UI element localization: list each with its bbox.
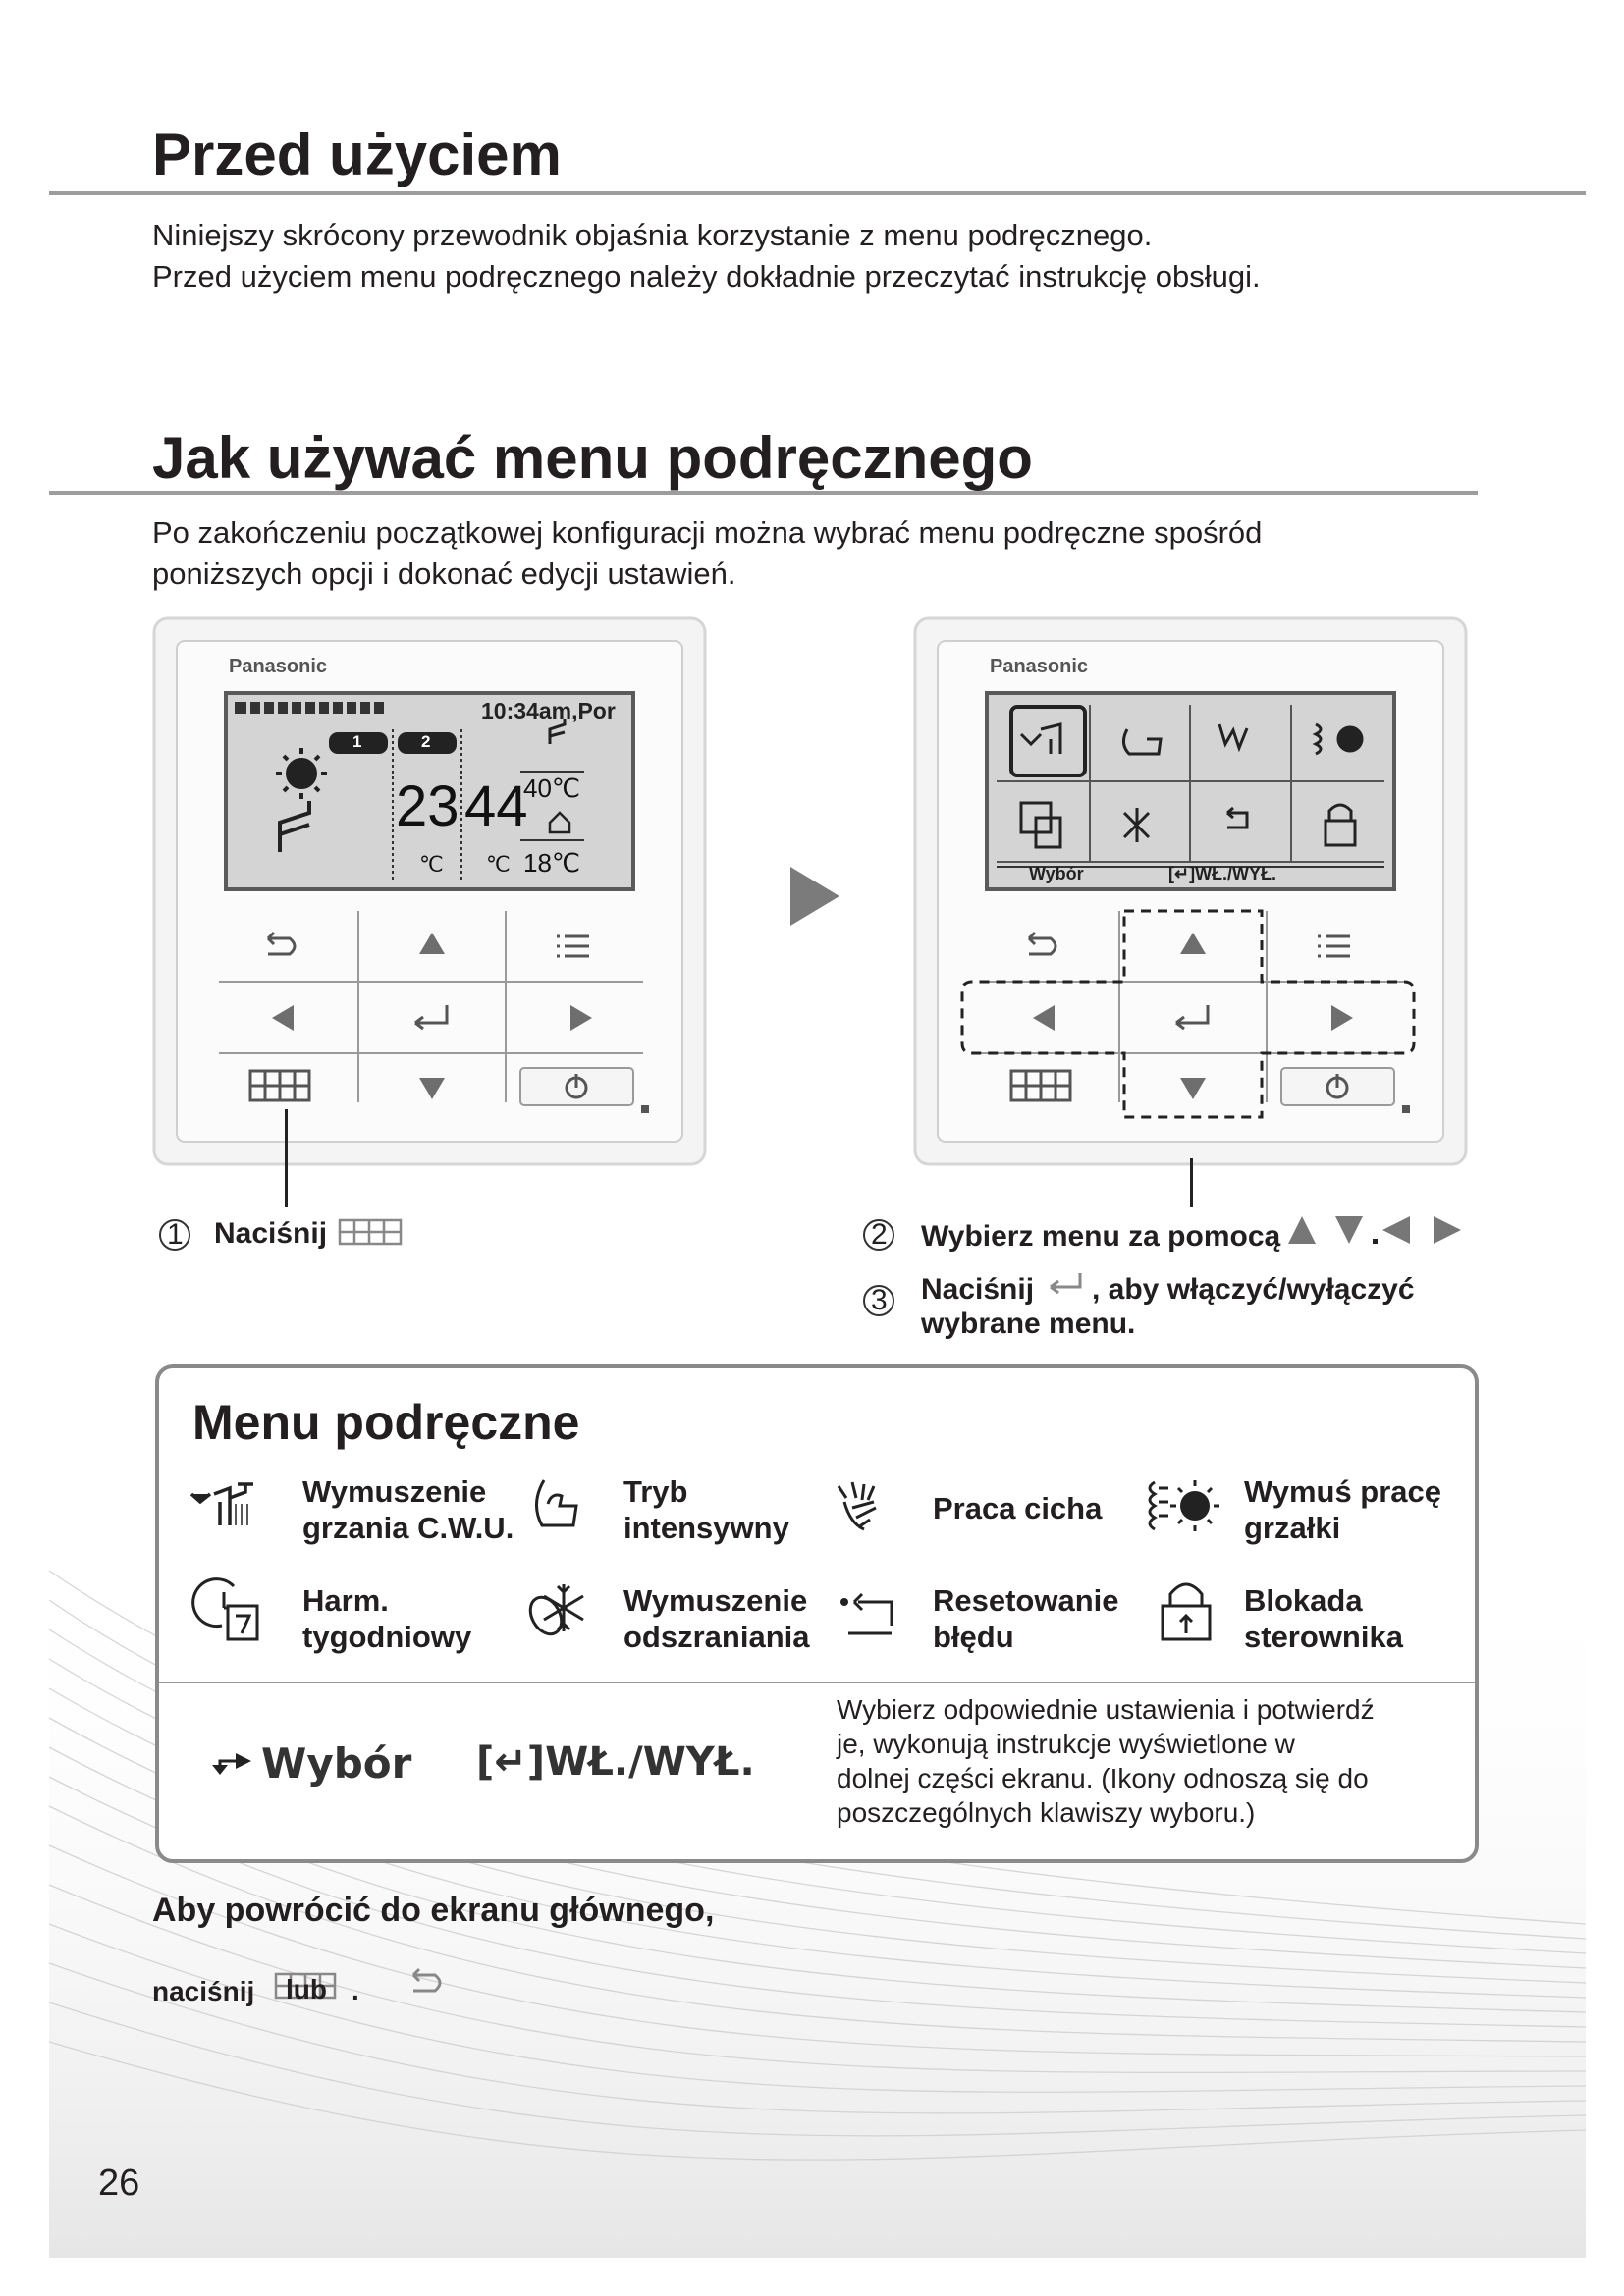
menu-item-label [933, 1582, 1119, 1655]
menu-item-label [302, 1473, 514, 1546]
step-number: 1 [167, 1218, 184, 1251]
zone1-unit: ℃ [419, 852, 444, 877]
footer-toggle-label: [↵]WŁ./WYŁ. [476, 1739, 755, 1785]
heater-force-icon [1141, 1474, 1219, 1537]
how-to-line: poniższych opcji i dokonać edycji ustawień. [152, 557, 736, 591]
tank-temperature: 40℃ [523, 774, 581, 803]
section-title-before-use: Przed użyciem [152, 122, 562, 187]
select-arrow-icon [208, 1741, 255, 1781]
section-title-how-to-use: Jak używać menu podręcznego [152, 425, 1033, 491]
menu-item-line: Resetowanie [933, 1583, 1119, 1618]
menu-item-line: Praca cicha [933, 1491, 1103, 1525]
zone1-temperature: 23 [396, 774, 460, 838]
footer-note-line: Wybierz odpowiednie ustawienia i potwierdź [837, 1694, 1375, 1725]
step-text: Wybierz menu za pomocą [921, 1220, 1281, 1253]
screen-footer-toggle: [↵]WŁ./WYŁ. [1168, 864, 1277, 883]
section-divider [49, 491, 1478, 495]
defrost-icon [522, 1576, 593, 1643]
menu-item-label [623, 1582, 810, 1655]
step-number: 2 [871, 1218, 888, 1251]
return-heading: Aby powrócić do ekranu głównego, [152, 1892, 715, 1929]
leader-line [285, 1109, 288, 1207]
leader-line [1190, 1158, 1193, 1207]
menu-item-label [1244, 1582, 1403, 1655]
step-text: Naciśnij [214, 1217, 328, 1250]
menu-item-line: odszraniania [623, 1620, 810, 1654]
back-icon [398, 1963, 457, 2002]
intro-line: Przed użyciem menu podręcznego należy dokładnie przeczytać instrukcję obsługi. [152, 259, 1261, 294]
remote-controller-illustration [913, 616, 1468, 1166]
section-divider [49, 191, 1586, 195]
step-text: , aby włączyć/wyłączyć [1092, 1273, 1415, 1306]
menu-item-line: Wymuszenie [302, 1474, 487, 1509]
quiet-mode-icon [835, 1478, 893, 1535]
footer-select-label: Wybór [261, 1739, 412, 1788]
step-text: Naciśnij [921, 1273, 1035, 1306]
menu-item-line: sterownika [1244, 1620, 1403, 1654]
dhw-boost-icon [189, 1474, 257, 1533]
powerful-mode-icon [522, 1474, 581, 1537]
how-to-paragraph [152, 512, 1262, 595]
zone2-temperature: 44 [464, 774, 528, 838]
enter-key-icon [1043, 1269, 1090, 1301]
menu-item-line: Blokada [1244, 1583, 1363, 1618]
menu-item-line: Wymuszenie [623, 1583, 808, 1618]
menu-item-line: grzania C.W.U. [302, 1511, 514, 1545]
footer-note-line: poszczególnych klawiszy wyboru.) [837, 1797, 1256, 1828]
intro-line: Niniejszy skrócony przewodnik objaśnia korzystanie z menu podręcznego. [152, 218, 1153, 252]
menu-item-line: intensywny [623, 1511, 789, 1545]
quick-menu-box [155, 1364, 1479, 1863]
return-text: lub [286, 1974, 327, 2004]
footer-note-line: dolnej części ekranu. (Ikony odnoszą się do [837, 1763, 1369, 1793]
menu-item-label [1244, 1473, 1441, 1546]
menu-item-label [933, 1490, 1102, 1526]
zone2-unit: ℃ [486, 852, 511, 877]
menu-item-line: błędu [933, 1620, 1014, 1654]
brand-logo: Panasonic [990, 656, 1089, 677]
page-number: 26 [98, 2163, 140, 2204]
menu-box-divider [159, 1682, 1475, 1683]
weekly-timer-icon [200, 1576, 269, 1643]
remote-controller-illustration [152, 616, 707, 1166]
zone-tab-1: 1 [352, 732, 362, 751]
menu-item-line: Tryb [623, 1474, 688, 1509]
screen-footer-select: Wybór [1029, 864, 1084, 883]
outdoor-temperature: 18℃ [523, 848, 581, 878]
menu-item-line: Harm. [302, 1583, 389, 1618]
brand-logo: Panasonic [229, 656, 328, 677]
remote-controller-quick-menu [913, 616, 1468, 1166]
menu-item-line: Wymuś pracę [1244, 1474, 1442, 1509]
arrow-keys-icon [1284, 1211, 1466, 1251]
menu-item-label [623, 1473, 789, 1546]
clock-display: 10:34am,Por [481, 698, 616, 723]
error-reset-icon [837, 1582, 901, 1641]
remote-controller-main-screen [152, 616, 707, 1166]
intro-paragraph [152, 215, 1261, 297]
next-arrow-icon [785, 862, 844, 931]
menu-item-line: grzałki [1244, 1511, 1341, 1545]
return-text: . [352, 1975, 359, 2005]
return-text: naciśnij [152, 1976, 255, 2006]
menu-box-title: Menu podręczne [192, 1395, 580, 1450]
menu-item-label [302, 1582, 471, 1655]
how-to-line: Po zakończeniu początkowej konfiguracji można wybrać menu podręczne spośród [152, 515, 1263, 550]
lock-icon [1159, 1576, 1214, 1643]
step-text: wybrane menu. [921, 1308, 1136, 1340]
zone-tab-2: 2 [421, 732, 431, 751]
menu-item-line: tygodniowy [302, 1620, 472, 1654]
quick-menu-icon [337, 1217, 406, 1247]
footer-note [837, 1692, 1375, 1830]
step-number: 3 [871, 1284, 888, 1316]
footer-note-line: je, wykonują instrukcje wyświetlone w [837, 1729, 1295, 1759]
